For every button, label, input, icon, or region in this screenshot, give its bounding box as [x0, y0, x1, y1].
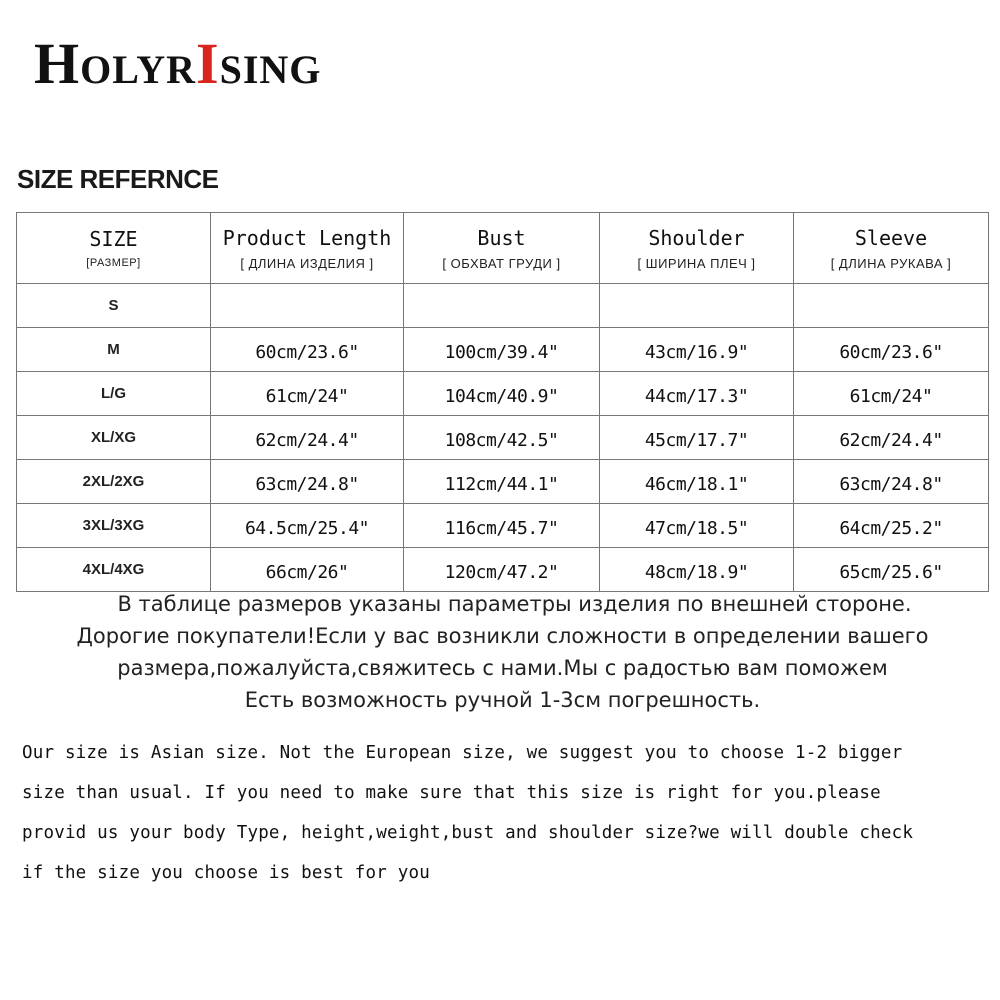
header-length-sub: [ ДЛИНА ИЗДЕЛИЯ ] — [240, 255, 374, 271]
header-size-sub: [РАЗМЕР] — [86, 257, 141, 269]
shoulder-cell: 43cm/16.9" — [600, 328, 794, 372]
header-length-label: Product Length — [222, 225, 392, 250]
length-cell: 64.5cm/25.4" — [211, 504, 404, 548]
russian-notes — [10, 588, 995, 716]
english-note-line: size than usual. If you need to make sure that this size is right for you.please — [22, 783, 881, 803]
size-cell: XL/XG — [17, 416, 211, 460]
shoulder-cell: 46cm/18.1" — [600, 460, 794, 504]
size-cell: S — [17, 284, 211, 328]
size-cell: 2XL/2XG — [17, 460, 211, 504]
header-shoulder-label: Shoulder — [648, 225, 745, 250]
logo-text-olyr: OLYR — [80, 47, 197, 92]
header-size-label: SIZE — [89, 227, 138, 251]
header-bust — [404, 213, 600, 284]
header-shoulder-sub: [ ШИРИНА ПЛЕЧ ] — [637, 255, 756, 271]
bust-cell — [404, 284, 600, 328]
shoulder-cell: 44cm/17.3" — [600, 372, 794, 416]
length-cell: 63cm/24.8" — [211, 460, 404, 504]
logo-letter-i: I — [196, 31, 220, 96]
length-cell: 66cm/26" — [211, 548, 404, 592]
sleeve-cell: 61cm/24" — [794, 372, 989, 416]
table-row — [17, 328, 989, 372]
header-bust-label: Bust — [477, 225, 526, 250]
length-cell: 62cm/24.4" — [211, 416, 404, 460]
length-cell — [211, 284, 404, 328]
sleeve-cell: 62cm/24.4" — [794, 416, 989, 460]
header-sleeve-label: Sleeve — [854, 225, 928, 250]
header-sleeve-sub: [ ДЛИНА РУКАВА ] — [830, 255, 952, 271]
length-cell: 60cm/23.6" — [211, 328, 404, 372]
sleeve-cell — [794, 284, 989, 328]
size-cell: M — [17, 328, 211, 372]
brand-logo — [34, 31, 322, 100]
sleeve-cell: 65cm/25.6" — [794, 548, 989, 592]
length-cell: 61cm/24" — [211, 372, 404, 416]
table-row — [17, 504, 989, 548]
english-notes — [22, 733, 982, 893]
table-row — [17, 284, 989, 328]
table-row — [17, 416, 989, 460]
header-sleeve — [794, 213, 989, 284]
header-bust-sub: [ ОБХВАТ ГРУДИ ] — [442, 255, 561, 271]
table-header-row — [17, 213, 989, 284]
size-cell: L/G — [17, 372, 211, 416]
russian-note-line: размера,пожалуйста,свяжитесь с нами.Мы с радостью вам поможем — [117, 656, 888, 680]
logo-letter-h: H — [34, 31, 81, 96]
russian-note-line: В таблице размеров указаны параметры изделия по внешней стороне. — [117, 592, 912, 616]
bust-cell: 100cm/39.4" — [404, 328, 600, 372]
table-row — [17, 460, 989, 504]
table-row — [17, 372, 989, 416]
logo-text-sing: SING — [219, 47, 322, 92]
bust-cell: 120cm/47.2" — [404, 548, 600, 592]
english-note-line: if the size you choose is best for you — [22, 863, 430, 883]
english-note-line: Our size is Asian size. Not the European size, we suggest you to choose 1-2 bigger — [22, 743, 903, 763]
shoulder-cell — [600, 284, 794, 328]
bust-cell: 104cm/40.9" — [404, 372, 600, 416]
shoulder-cell: 47cm/18.5" — [600, 504, 794, 548]
sleeve-cell: 63cm/24.8" — [794, 460, 989, 504]
section-title: SIZE REFERNCE — [17, 164, 219, 194]
sleeve-cell: 64cm/25.2" — [794, 504, 989, 548]
table-row — [17, 548, 989, 592]
bust-cell: 112cm/44.1" — [404, 460, 600, 504]
russian-note-line: Дорогие покупатели!Если у вас возникли сложности в определении вашего — [76, 624, 929, 648]
sleeve-cell: 60cm/23.6" — [794, 328, 989, 372]
size-cell: 3XL/3XG — [17, 504, 211, 548]
header-shoulder — [600, 213, 794, 284]
shoulder-cell: 45cm/17.7" — [600, 416, 794, 460]
russian-note-line: Есть возможность ручной 1-3см погрешность. — [244, 688, 761, 712]
header-product-length — [211, 213, 404, 284]
shoulder-cell: 48cm/18.9" — [600, 548, 794, 592]
size-table — [16, 212, 989, 592]
size-cell: 4XL/4XG — [17, 548, 211, 592]
bust-cell: 108cm/42.5" — [404, 416, 600, 460]
english-note-line: provid us your body Type, height,weight,bust and shoulder size?we will double check — [22, 823, 914, 843]
header-size — [17, 213, 211, 284]
bust-cell: 116cm/45.7" — [404, 504, 600, 548]
